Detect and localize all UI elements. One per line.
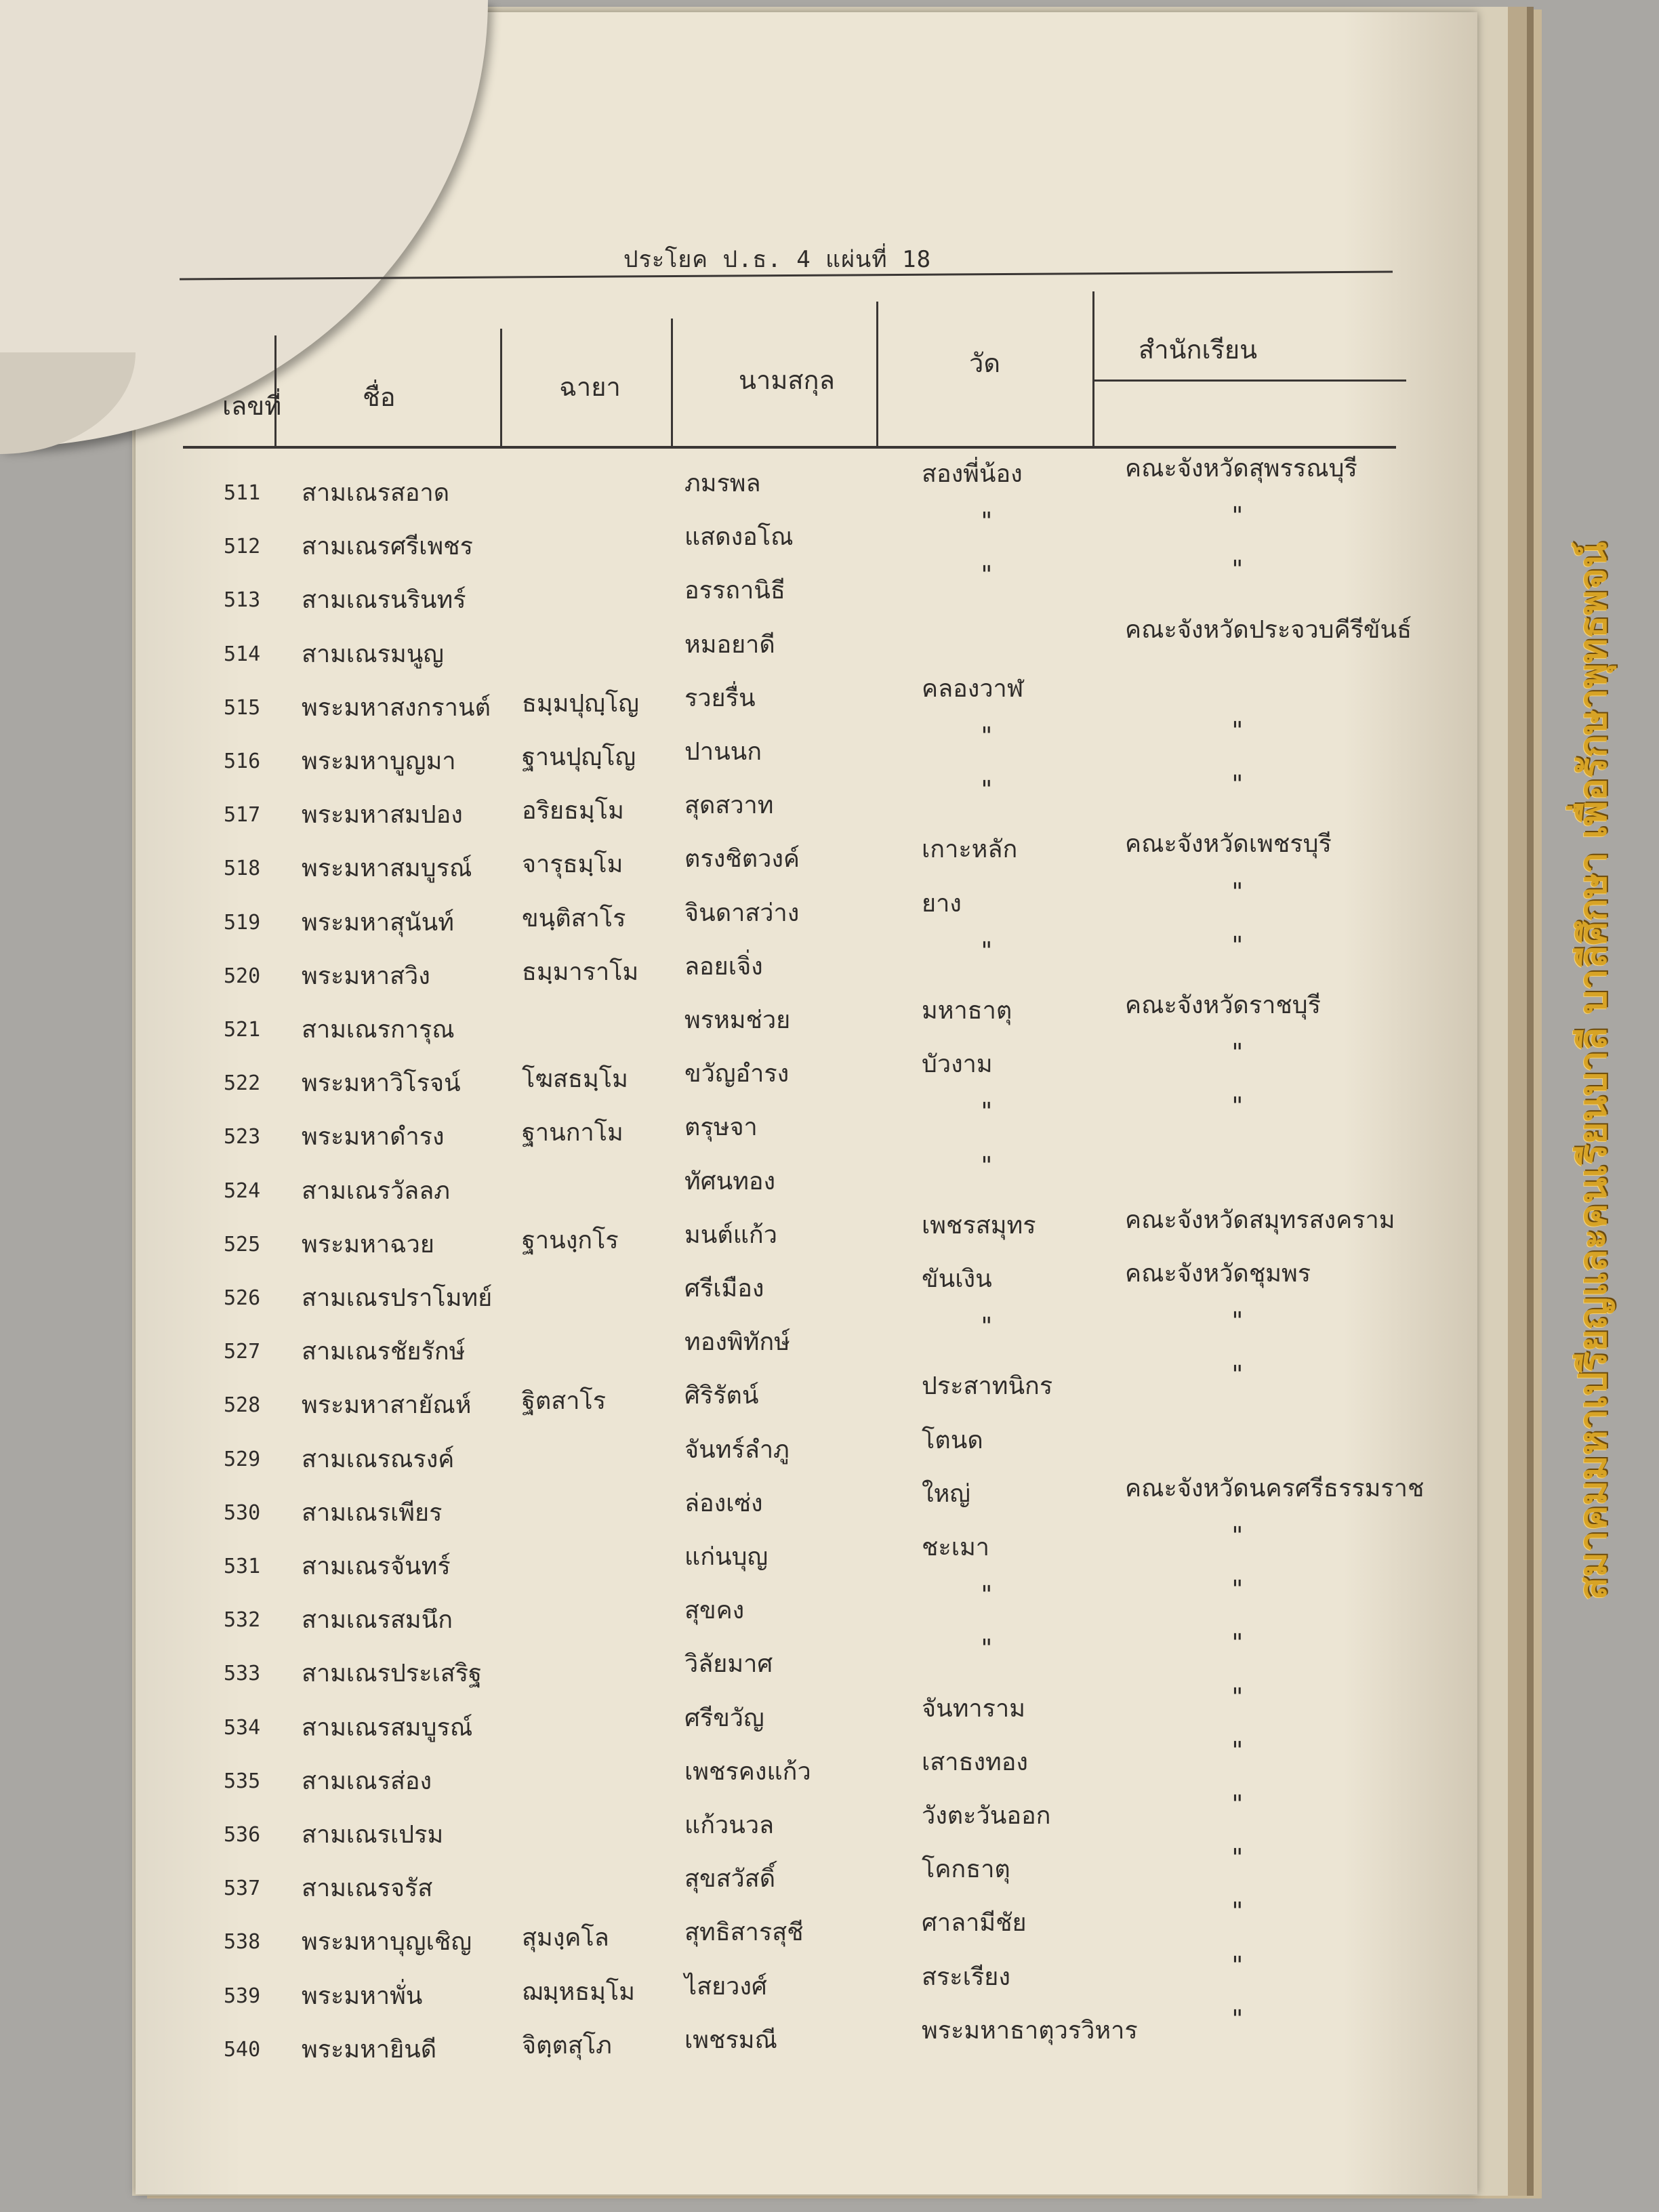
row-surname: ปานนก — [684, 738, 762, 766]
row-school: คณะจังหวัดสมุทรสงคราม — [1125, 1206, 1395, 1234]
row-temple: " — [979, 561, 994, 590]
row-number: 515 — [224, 695, 261, 720]
row-name: สามเณรชัยรักษ์ — [302, 1338, 466, 1366]
row-temple: วังตะวันออก — [922, 1802, 1051, 1830]
row-school: " — [1230, 771, 1245, 799]
row-school: คณะจังหวัดประจวบคีรีขันธ์ — [1125, 615, 1412, 644]
row-surname: เพชรคงแก้ว — [684, 1757, 811, 1786]
row-school: " — [1230, 1629, 1245, 1658]
row-temple: ยาง — [922, 889, 962, 918]
row-temple: ประสาทนิกร — [922, 1372, 1053, 1401]
row-monastic-name: ฐานปุญฺโญ — [522, 743, 636, 771]
row-school: คณะจังหวัดราชบุรี — [1125, 991, 1321, 1019]
row-number: 536 — [224, 1823, 261, 1847]
row-surname: มนต์แก้ว — [684, 1221, 777, 1249]
row-temple: สระเรียง — [922, 1963, 1010, 1991]
row-number: 524 — [224, 1179, 261, 1203]
row-name: พระมหาสมปอง — [302, 801, 463, 830]
row-number: 537 — [224, 1877, 261, 1901]
row-name: สามเณรเปรม — [302, 1821, 444, 1849]
row-surname: จินดาสว่าง — [684, 899, 800, 927]
column-divider-monastic — [671, 319, 673, 447]
row-surname: อรรถานิธี — [684, 577, 785, 605]
row-name: สามเณรการุณ — [302, 1016, 455, 1044]
row-temple: เพชรสมุทร — [922, 1211, 1036, 1240]
row-number: 526 — [224, 1286, 261, 1310]
row-surname: เพชรมณี — [684, 2026, 777, 2054]
curled-page-shadow — [0, 352, 136, 454]
row-number: 534 — [224, 1715, 261, 1740]
row-number: 528 — [224, 1393, 261, 1418]
row-school: " — [1230, 1522, 1245, 1550]
watermark-text: สมาคมมหาเปรียญและคนเรียนบาลี บาลีศึกษา เพื่อรักษาพุทธพจน์ — [1571, 541, 1616, 1600]
row-monastic-name: จารุธมฺโม — [522, 851, 623, 879]
row-surname: ลอยเจิ่ง — [684, 952, 763, 981]
row-school: " — [1230, 1039, 1245, 1067]
row-monastic-name: ธมฺมปุญฺโญ — [522, 689, 639, 718]
row-name: สามเณรสอาด — [302, 479, 450, 507]
row-name: พระมหาสมบูรณ์ — [302, 855, 472, 883]
row-school: " — [1230, 717, 1245, 745]
column-divider-temple — [1092, 291, 1094, 447]
row-name: สามเณรเพียร — [302, 1498, 443, 1527]
watermark — [1552, 434, 1633, 1708]
row-surname: สุขคง — [684, 1597, 745, 1625]
row-school: " — [1230, 1092, 1245, 1121]
row-school: " — [1230, 1736, 1245, 1765]
row-number: 523 — [224, 1125, 261, 1149]
row-surname: แก่นบุญ — [684, 1543, 769, 1571]
row-surname: ศรีขวัญ — [684, 1704, 764, 1732]
row-number: 513 — [224, 588, 261, 613]
row-temple: ขันเงิน — [922, 1265, 992, 1293]
row-temple: " — [979, 1098, 994, 1126]
row-number: 514 — [224, 642, 261, 666]
row-surname: แก้วนวล — [684, 1811, 775, 1839]
row-name: พระมหาบุญเชิญ — [302, 1928, 472, 1957]
row-number: 525 — [224, 1232, 261, 1256]
row-name: พระมหาสุนันท์ — [302, 908, 454, 937]
row-name: สามเณรจันทร์ — [302, 1553, 451, 1580]
row-temple: " — [979, 1313, 994, 1341]
row-number: 529 — [224, 1447, 261, 1471]
row-temple: " — [979, 937, 994, 965]
row-school: " — [1230, 1307, 1245, 1336]
row-school: " — [1230, 502, 1245, 531]
row-temple: สองพี่น้อง — [922, 460, 1023, 488]
header-temple: วัด — [969, 348, 1001, 378]
row-name: สามเณรจรัส — [302, 1875, 433, 1903]
row-name: สามเณรศรีเพชร — [302, 533, 473, 561]
row-surname: สุทธิสารสุชี — [684, 1919, 804, 1947]
row-temple: โคกธาตุ — [922, 1856, 1010, 1884]
row-school: " — [1230, 1576, 1245, 1604]
row-number: 512 — [224, 535, 261, 559]
row-name: สามเณรณรงค์ — [302, 1445, 455, 1473]
row-number: 527 — [224, 1340, 261, 1364]
row-surname: ล่องเซ่ง — [684, 1489, 763, 1517]
row-surname: ศิริรัตน์ — [684, 1382, 759, 1410]
row-temple: ชะเมา — [922, 1534, 990, 1561]
row-number: 521 — [224, 1018, 261, 1042]
row-name: พระมหาบูญมา — [302, 747, 456, 775]
row-number: 532 — [224, 1608, 261, 1633]
row-school: " — [1230, 931, 1245, 960]
row-temple: เกาะหลัก — [922, 836, 1018, 864]
row-temple: เสาธงทอง — [922, 1748, 1028, 1776]
row-temple: " — [979, 508, 994, 536]
row-monastic-name: ฐานกาโม — [522, 1119, 623, 1147]
row-school: " — [1230, 1790, 1245, 1818]
row-surname: สุดสวาท — [684, 792, 774, 820]
header-number: เลขที่ — [222, 391, 282, 421]
row-name: พระมหาดำรง — [302, 1123, 445, 1151]
row-temple: จันทาราม — [922, 1694, 1025, 1723]
row-number: 540 — [224, 2037, 261, 2062]
row-monastic-name: อริยธมฺโม — [522, 797, 624, 825]
row-name: สามเณรปราโมทย์ — [302, 1284, 493, 1312]
row-name: พระมหาวิโรจน์ — [302, 1069, 461, 1098]
row-name: พระมหาฉวย — [302, 1230, 434, 1258]
row-temple: พระมหาธาตุวรวิหาร — [922, 2016, 1138, 2045]
row-monastic-name: ขนฺติสาโร — [522, 904, 626, 933]
row-surname: ศรีเมือง — [684, 1275, 764, 1303]
row-monastic-name: ธมฺมาราโม — [522, 958, 639, 986]
row-school: คณะจังหวัดนครศรีธรรมราช — [1125, 1474, 1425, 1502]
row-temple: บัวงาม — [922, 1050, 993, 1079]
row-name: สามเณรวัลลภ — [302, 1176, 451, 1205]
row-temple: " — [979, 1581, 994, 1610]
row-name: สามเณรนรินทร์ — [302, 586, 466, 615]
header-school: สำนักเรียน — [1139, 335, 1258, 365]
header-sub-rule — [1094, 380, 1406, 382]
row-monastic-name: ฐิตสาโร — [522, 1387, 607, 1416]
row-temple: " — [979, 722, 994, 750]
row-monastic-name: จิตฺตสุโภ — [522, 2031, 612, 2060]
row-number: 511 — [224, 481, 261, 505]
row-school: " — [1230, 556, 1245, 584]
row-monastic-name: สุมงฺคโล — [522, 1924, 609, 1952]
row-number: 516 — [224, 750, 261, 773]
header-name: ชื่อ — [363, 382, 396, 412]
row-number: 539 — [224, 1984, 261, 2008]
row-name: สามเณรมนูญ — [302, 640, 444, 668]
row-school: คณะจังหวัดสุพรรณบุรี — [1125, 455, 1357, 483]
row-school: " — [1230, 878, 1245, 906]
row-surname: จันทร์ลำภู — [684, 1435, 790, 1464]
row-surname: หมอยาดี — [684, 630, 775, 659]
row-surname: แสดงอโณ — [684, 523, 794, 552]
row-name: พระมหาสายัณห์ — [302, 1391, 472, 1420]
row-school: " — [1230, 1898, 1245, 1926]
header-surname: นามสกุล — [739, 365, 835, 395]
row-surname: สุขสวัสดิ์ — [684, 1865, 776, 1893]
row-name: สามเณรสมนึก — [302, 1606, 453, 1635]
row-number: 533 — [224, 1662, 261, 1686]
column-divider-surname — [876, 302, 878, 447]
row-school: คณะจังหวัดชุมพร — [1125, 1260, 1311, 1288]
row-monastic-name: ฐานงฺกโร — [522, 1226, 619, 1254]
row-number: 517 — [224, 803, 261, 827]
document-sheet — [136, 12, 1477, 2194]
row-number: 522 — [224, 1071, 261, 1096]
row-temple: ใหญ่ — [922, 1479, 970, 1508]
row-name: พระมหาสวิง — [302, 962, 430, 990]
row-school: " — [1230, 1683, 1245, 1711]
row-temple: คลองวาฬ — [922, 674, 1024, 703]
row-number: 530 — [224, 1500, 261, 1525]
row-number: 520 — [224, 964, 261, 988]
row-temple: " — [979, 1635, 994, 1663]
row-surname: ขวัญอำรง — [684, 1060, 790, 1088]
row-name: สามเณรสมบูรณ์ — [302, 1713, 473, 1742]
row-name: พระมหาสงกรานต์ — [302, 693, 491, 722]
row-school: คณะจังหวัดเพชรบุรี — [1125, 830, 1332, 859]
header-monastic-name: ฉายา — [559, 372, 621, 402]
row-number: 538 — [224, 1930, 261, 1954]
row-name: พระมหายินดี — [302, 2035, 437, 2064]
row-number: 535 — [224, 1769, 261, 1793]
row-surname: ภมรพล — [684, 470, 761, 497]
row-name: พระมหาพั่น — [302, 1982, 423, 2010]
row-temple: " — [979, 776, 994, 804]
row-monastic-name: ฌมฺหธมฺโม — [522, 1978, 635, 2006]
row-surname: ตรงชิตวงค์ — [684, 845, 800, 874]
row-surname: รวยรื่น — [684, 684, 756, 712]
row-school: " — [1230, 1844, 1245, 1872]
row-surname: ทัศนทอง — [684, 1167, 776, 1195]
document-title: ประโยค ป.ธ. 4 แผ่นที่ 18 — [623, 246, 932, 273]
row-number: 531 — [224, 1555, 261, 1578]
row-temple: " — [979, 1151, 994, 1180]
row-surname: ตรุษจา — [684, 1113, 758, 1142]
row-surname: ทองพิทักษ์ — [684, 1328, 790, 1357]
row-temple: ศาลามีชัย — [922, 1909, 1027, 1938]
row-name: สามเณรประเสริฐ — [302, 1660, 482, 1688]
row-temple: มหาธาตุ — [922, 997, 1012, 1025]
row-monastic-name: โฆสธมฺโม — [522, 1065, 628, 1094]
column-divider-name — [500, 329, 502, 447]
row-surname: วิลัยมาศ — [684, 1650, 773, 1679]
row-school: " — [1230, 1951, 1245, 1980]
row-school: " — [1230, 2005, 1245, 2033]
row-surname: พรหมช่วย — [684, 1006, 791, 1034]
row-number: 519 — [224, 910, 261, 935]
row-name: สามเณรส่อง — [302, 1767, 432, 1795]
row-number: 518 — [224, 857, 261, 881]
row-surname: ไสยวงศ์ — [684, 1972, 767, 2001]
row-temple: โตนด — [922, 1426, 983, 1454]
row-school: " — [1230, 1361, 1245, 1389]
